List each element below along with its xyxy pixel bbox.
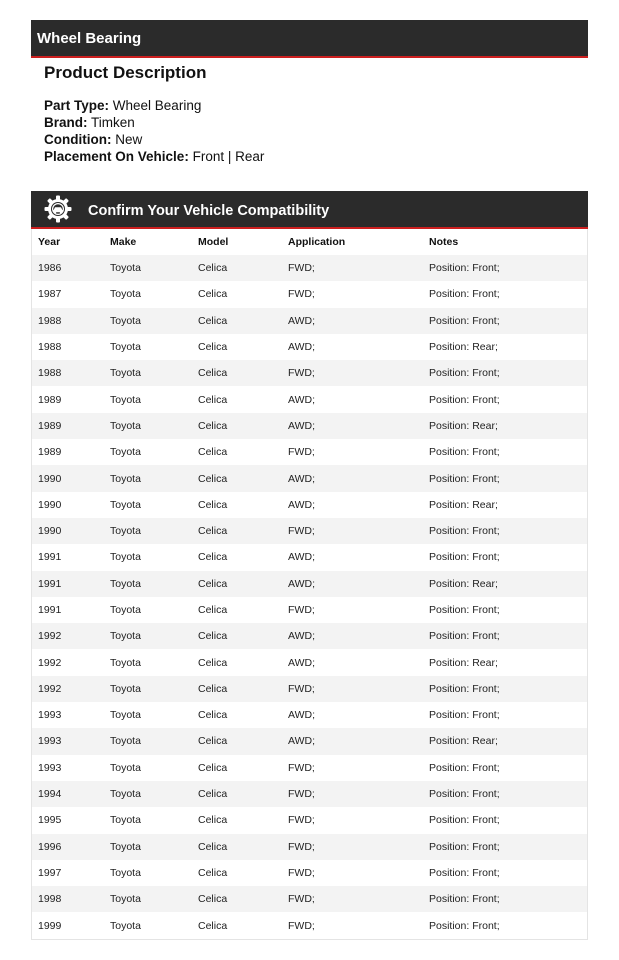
- table-row: [32, 439, 587, 465]
- cell-application: FWD;: [282, 781, 423, 807]
- cell-make: Toyota: [104, 334, 192, 360]
- cell-year: 1988: [32, 334, 104, 360]
- cell-model: Celica: [192, 860, 282, 886]
- cell-make: Toyota: [104, 649, 192, 675]
- cell-make: Toyota: [104, 465, 192, 491]
- cell-make: Toyota: [104, 807, 192, 833]
- cell-application: AWD;: [282, 334, 423, 360]
- cell-make: Toyota: [104, 728, 192, 754]
- cell-year: 1997: [32, 860, 104, 886]
- property-value: Timken: [91, 115, 135, 130]
- table-row: [32, 544, 587, 570]
- property-value: Front | Rear: [192, 149, 265, 164]
- compatibility-bar: [31, 191, 588, 229]
- cell-notes: Position: Front;: [423, 834, 587, 860]
- cell-notes: Position: Front;: [423, 886, 587, 912]
- cell-make: Toyota: [104, 912, 192, 938]
- cell-notes: Position: Front;: [423, 281, 587, 307]
- property-placement: [44, 148, 584, 165]
- table-row: [32, 649, 587, 675]
- cell-year: 1990: [32, 518, 104, 544]
- cell-model: Celica: [192, 571, 282, 597]
- table-row: [32, 308, 587, 334]
- cell-year: 1998: [32, 886, 104, 912]
- cell-year: 1991: [32, 544, 104, 570]
- cell-application: AWD;: [282, 386, 423, 412]
- cell-make: Toyota: [104, 281, 192, 307]
- cell-make: Toyota: [104, 413, 192, 439]
- cell-application: FWD;: [282, 755, 423, 781]
- cell-make: Toyota: [104, 308, 192, 334]
- cell-application: FWD;: [282, 281, 423, 307]
- cell-make: Toyota: [104, 439, 192, 465]
- property-label: Brand:: [44, 115, 88, 130]
- cell-year: 1989: [32, 439, 104, 465]
- cell-make: Toyota: [104, 255, 192, 281]
- table-row: [32, 413, 587, 439]
- cell-application: FWD;: [282, 676, 423, 702]
- cell-year: 1987: [32, 281, 104, 307]
- cell-notes: Position: Rear;: [423, 334, 587, 360]
- cell-notes: Position: Rear;: [423, 413, 587, 439]
- product-title: Wheel Bearing: [37, 30, 142, 47]
- product-description: [44, 62, 584, 165]
- cell-year: 1990: [32, 492, 104, 518]
- cell-make: Toyota: [104, 781, 192, 807]
- cell-year: 1992: [32, 676, 104, 702]
- cell-notes: Position: Rear;: [423, 649, 587, 675]
- cell-year: 1988: [32, 308, 104, 334]
- cell-model: Celica: [192, 334, 282, 360]
- table-row: [32, 465, 587, 491]
- cell-application: FWD;: [282, 255, 423, 281]
- cell-application: AWD;: [282, 649, 423, 675]
- cell-make: Toyota: [104, 676, 192, 702]
- cell-make: Toyota: [104, 492, 192, 518]
- table-header-row: [32, 229, 587, 255]
- product-title-bar: [31, 20, 588, 58]
- cell-notes: Position: Front;: [423, 781, 587, 807]
- cell-notes: Position: Front;: [423, 360, 587, 386]
- cell-model: Celica: [192, 544, 282, 570]
- property-list: [44, 97, 584, 165]
- table-row: [32, 571, 587, 597]
- cell-model: Celica: [192, 886, 282, 912]
- table-row: [32, 702, 587, 728]
- table-row: [32, 860, 587, 886]
- cell-application: FWD;: [282, 886, 423, 912]
- table-row: [32, 834, 587, 860]
- property-value: Wheel Bearing: [112, 98, 202, 113]
- cell-application: FWD;: [282, 860, 423, 886]
- table-row: [32, 755, 587, 781]
- cell-make: Toyota: [104, 360, 192, 386]
- column-header-application: Application: [288, 236, 346, 248]
- property-label: Part Type:: [44, 98, 110, 113]
- table-row: [32, 334, 587, 360]
- cell-application: AWD;: [282, 702, 423, 728]
- cell-make: Toyota: [104, 886, 192, 912]
- table-row: [32, 912, 587, 938]
- cell-notes: Position: Front;: [423, 518, 587, 544]
- cell-application: FWD;: [282, 597, 423, 623]
- cell-notes: Position: Front;: [423, 912, 587, 938]
- cell-model: Celica: [192, 912, 282, 938]
- table-row: [32, 386, 587, 412]
- cell-year: 1989: [32, 413, 104, 439]
- cell-notes: Position: Front;: [423, 386, 587, 412]
- table-row: [32, 597, 587, 623]
- cell-model: Celica: [192, 807, 282, 833]
- cell-year: 1991: [32, 597, 104, 623]
- cell-model: Celica: [192, 781, 282, 807]
- column-header-notes: Notes: [429, 236, 459, 248]
- cell-notes: Position: Rear;: [423, 571, 587, 597]
- cell-make: Toyota: [104, 544, 192, 570]
- property-label: Condition:: [44, 132, 112, 147]
- compatibility-table: [32, 229, 587, 939]
- cell-notes: Position: Front;: [423, 544, 587, 570]
- column-header-model: Model: [198, 236, 229, 248]
- column-header-make: Make: [110, 236, 137, 248]
- cell-notes: Position: Front;: [423, 465, 587, 491]
- table-row: [32, 492, 587, 518]
- cell-make: Toyota: [104, 518, 192, 544]
- property-brand: [44, 114, 584, 131]
- cell-model: Celica: [192, 623, 282, 649]
- column-header-year: Year: [38, 236, 61, 248]
- cell-notes: Position: Rear;: [423, 492, 587, 518]
- cell-notes: Position: Rear;: [423, 728, 587, 754]
- cell-make: Toyota: [104, 386, 192, 412]
- property-label: Placement On Vehicle:: [44, 149, 189, 164]
- table-row: [32, 360, 587, 386]
- cell-model: Celica: [192, 439, 282, 465]
- property-condition: [44, 131, 584, 148]
- cell-application: AWD;: [282, 308, 423, 334]
- cell-year: 1995: [32, 807, 104, 833]
- cell-notes: Position: Front;: [423, 676, 587, 702]
- cell-application: FWD;: [282, 912, 423, 938]
- table-row: [32, 728, 587, 754]
- cell-year: 1993: [32, 702, 104, 728]
- cell-year: 1986: [32, 255, 104, 281]
- cell-application: AWD;: [282, 544, 423, 570]
- cell-application: FWD;: [282, 360, 423, 386]
- cell-application: AWD;: [282, 728, 423, 754]
- cell-year: 1993: [32, 755, 104, 781]
- cell-make: Toyota: [104, 597, 192, 623]
- cell-application: FWD;: [282, 834, 423, 860]
- cell-application: FWD;: [282, 807, 423, 833]
- compatibility-table-wrapper: [31, 229, 588, 940]
- cell-model: Celica: [192, 465, 282, 491]
- cell-year: 1994: [32, 781, 104, 807]
- table-row: [32, 886, 587, 912]
- cell-year: 1989: [32, 386, 104, 412]
- cell-make: Toyota: [104, 571, 192, 597]
- cell-notes: Position: Front;: [423, 308, 587, 334]
- table-row: [32, 281, 587, 307]
- cell-notes: Position: Front;: [423, 860, 587, 886]
- property-part-type: [44, 97, 584, 114]
- cell-application: AWD;: [282, 413, 423, 439]
- table-row: [32, 255, 587, 281]
- cell-make: Toyota: [104, 755, 192, 781]
- cell-model: Celica: [192, 255, 282, 281]
- cell-application: FWD;: [282, 439, 423, 465]
- cell-notes: Position: Front;: [423, 702, 587, 728]
- cell-model: Celica: [192, 649, 282, 675]
- cell-model: Celica: [192, 308, 282, 334]
- cell-model: Celica: [192, 413, 282, 439]
- cell-notes: Position: Front;: [423, 439, 587, 465]
- cell-notes: Position: Front;: [423, 807, 587, 833]
- cell-model: Celica: [192, 360, 282, 386]
- table-row: [32, 518, 587, 544]
- cell-application: AWD;: [282, 465, 423, 491]
- cell-make: Toyota: [104, 702, 192, 728]
- cell-year: 1996: [32, 834, 104, 860]
- cell-notes: Position: Front;: [423, 597, 587, 623]
- cell-model: Celica: [192, 492, 282, 518]
- cell-model: Celica: [192, 386, 282, 412]
- table-row: [32, 676, 587, 702]
- cell-model: Celica: [192, 597, 282, 623]
- cell-make: Toyota: [104, 623, 192, 649]
- cell-application: AWD;: [282, 623, 423, 649]
- cell-model: Celica: [192, 755, 282, 781]
- cell-model: Celica: [192, 702, 282, 728]
- cell-model: Celica: [192, 518, 282, 544]
- compatibility-title: Confirm Your Vehicle Compatibility: [88, 203, 330, 219]
- cell-notes: Position: Front;: [423, 255, 587, 281]
- table-row: [32, 781, 587, 807]
- cell-make: Toyota: [104, 860, 192, 886]
- cell-year: 1992: [32, 623, 104, 649]
- cell-application: AWD;: [282, 571, 423, 597]
- table-row: [32, 807, 587, 833]
- cell-model: Celica: [192, 281, 282, 307]
- cell-notes: Position: Front;: [423, 755, 587, 781]
- cell-application: FWD;: [282, 518, 423, 544]
- cell-application: AWD;: [282, 492, 423, 518]
- cell-notes: Position: Front;: [423, 623, 587, 649]
- cell-year: 1999: [32, 912, 104, 938]
- cell-model: Celica: [192, 728, 282, 754]
- compatibility-table-body: [32, 255, 587, 939]
- cell-model: Celica: [192, 834, 282, 860]
- description-heading: Product Description: [44, 63, 207, 82]
- cell-year: 1988: [32, 360, 104, 386]
- property-value: New: [115, 132, 143, 147]
- cell-year: 1992: [32, 649, 104, 675]
- cell-year: 1993: [32, 728, 104, 754]
- gear-car-icon: [43, 194, 73, 224]
- table-row: [32, 623, 587, 649]
- cell-year: 1991: [32, 571, 104, 597]
- cell-model: Celica: [192, 676, 282, 702]
- cell-make: Toyota: [104, 834, 192, 860]
- cell-year: 1990: [32, 465, 104, 491]
